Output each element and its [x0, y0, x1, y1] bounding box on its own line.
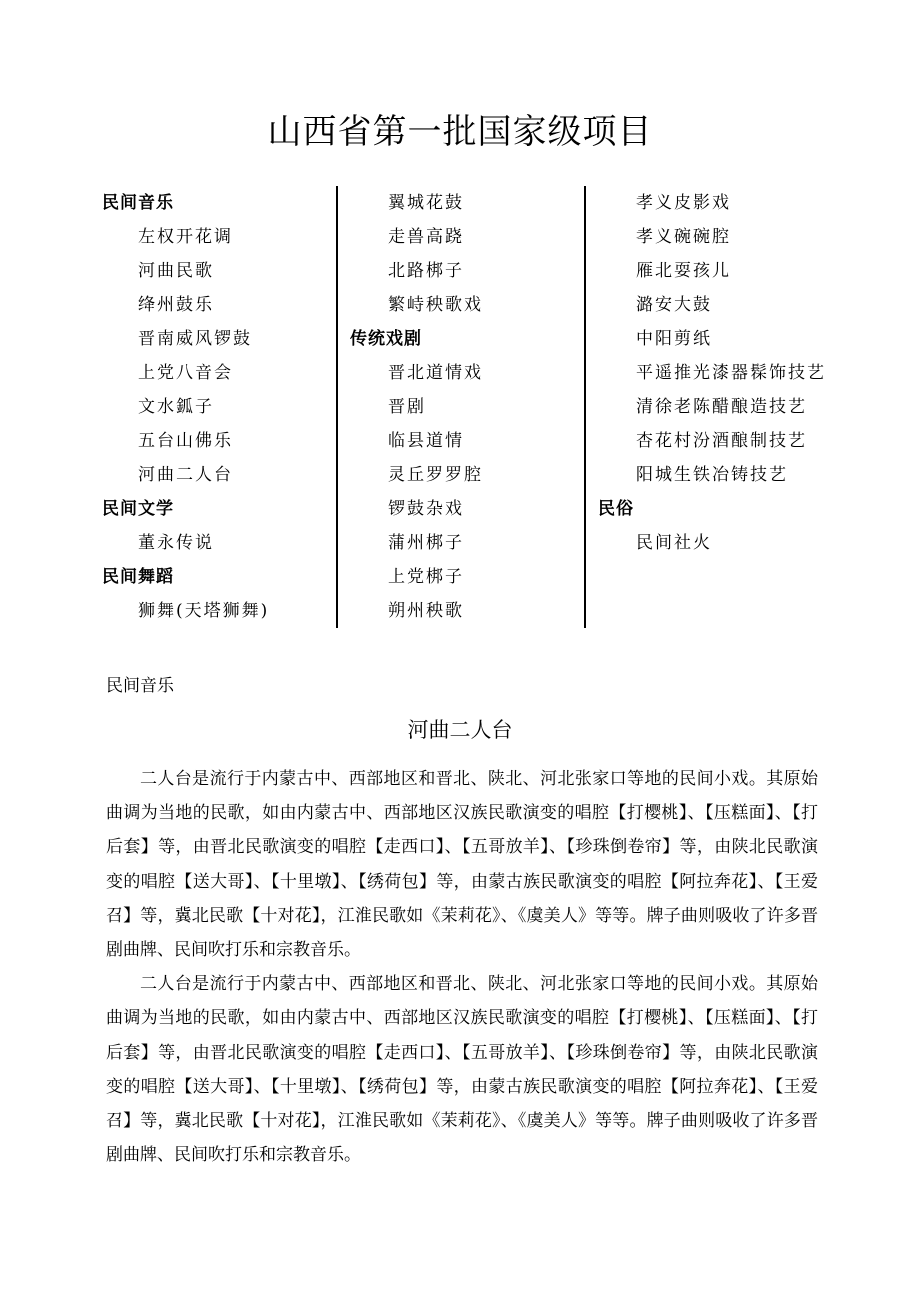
- list-item: 民间社火: [636, 533, 712, 553]
- list-item: 锣鼓杂戏: [388, 499, 464, 519]
- article-body: [106, 762, 818, 1172]
- category-heading: 传统戏剧: [350, 329, 422, 349]
- project-list-table: [102, 186, 832, 628]
- list-item: 董永传说: [138, 533, 214, 553]
- list-item: 晋剧: [388, 397, 426, 417]
- list-item: 孝义皮影戏: [636, 193, 731, 213]
- list-item: 孝义碗碗腔: [636, 227, 731, 247]
- list-item: 文水鈲子: [138, 397, 214, 417]
- list-item: 灵丘罗罗腔: [388, 465, 483, 485]
- list-item: 绛州鼓乐: [138, 295, 214, 315]
- list-item: 上党梆子: [388, 567, 464, 587]
- list-item: 阳城生铁冶铸技艺: [636, 465, 788, 485]
- list-item: 潞安大鼓: [636, 295, 712, 315]
- list-item: 河曲二人台: [138, 465, 233, 485]
- page-title: 山西省第一批国家级项目: [267, 112, 653, 152]
- list-item: 平遥推光漆器髹饰技艺: [636, 363, 826, 383]
- article-title: 河曲二人台: [407, 718, 513, 742]
- category-heading: 民间舞蹈: [102, 567, 174, 587]
- list-item: 临县道情: [388, 431, 464, 451]
- category-heading: 民间文学: [102, 499, 174, 519]
- list-item: 北路梆子: [388, 261, 464, 281]
- list-item: 朔州秧歌: [388, 601, 464, 621]
- section-label: 民间音乐: [106, 676, 174, 696]
- category-heading: 民俗: [598, 499, 634, 519]
- article-paragraph: 二人台是流行于内蒙古中、西部地区和晋北、陕北、河北张家口等地的民间小戏。其原始曲调为当地的民歌，如由内蒙古中、西部地区汉族民歌演变的唱腔【打樱桃】、【压糕面】、【打后套】等，由晋北民歌演变的唱腔【走西口】、【五哥放羊】、【珍珠倒卷帘】等，由陕北民歌演变的唱腔【送大哥】、【十里墩】、【绣荷包】等，由蒙古族民歌演变的唱腔【阿拉奔花】、【王爱召】等，冀北民歌【十对花】，江淮民歌如《茉莉花》、《虞美人》等等。牌子曲则吸收了许多晋剧曲牌、民间吹打乐和宗教音乐。: [106, 769, 818, 961]
- list-item: 走兽高跷: [388, 227, 464, 247]
- list-item: 中阳剪纸: [636, 329, 712, 349]
- list-item: 清徐老陈醋酿造技艺: [636, 397, 807, 417]
- list-item: 晋南威风锣鼓: [138, 329, 252, 349]
- category-heading: 民间音乐: [102, 193, 174, 213]
- list-column-2: [336, 186, 586, 628]
- list-item: 雁北耍孩儿: [636, 261, 731, 281]
- list-column-1: [102, 186, 336, 628]
- list-item: 杏花村汾酒酿制技艺: [636, 431, 807, 451]
- list-item: 繁峙秧歌戏: [388, 295, 483, 315]
- list-item: 翼城花鼓: [388, 193, 464, 213]
- list-item: 左权开花调: [138, 227, 233, 247]
- list-item: 河曲民歌: [138, 261, 214, 281]
- list-item: 狮舞(天塔狮舞): [138, 601, 270, 621]
- list-item: 五台山佛乐: [138, 431, 233, 451]
- article-paragraph: 二人台是流行于内蒙古中、西部地区和晋北、陕北、河北张家口等地的民间小戏。其原始曲调为当地的民歌，如由内蒙古中、西部地区汉族民歌演变的唱腔【打樱桃】、【压糕面】、【打后套】等，由晋北民歌演变的唱腔【走西口】、【五哥放羊】、【珍珠倒卷帘】等，由陕北民歌演变的唱腔【送大哥】、【十里墩】、【绣荷包】等，由蒙古族民歌演变的唱腔【阿拉奔花】、【王爱召】等，冀北民歌【十对花】，江淮民歌如《茉莉花》、《虞美人》等等。牌子曲则吸收了许多晋剧曲牌、民间吹打乐和宗教音乐。: [106, 974, 818, 1166]
- list-item: 蒲州梆子: [388, 533, 464, 553]
- list-column-3: [584, 186, 834, 628]
- list-item: 上党八音会: [138, 363, 233, 383]
- list-item: 晋北道情戏: [388, 363, 483, 383]
